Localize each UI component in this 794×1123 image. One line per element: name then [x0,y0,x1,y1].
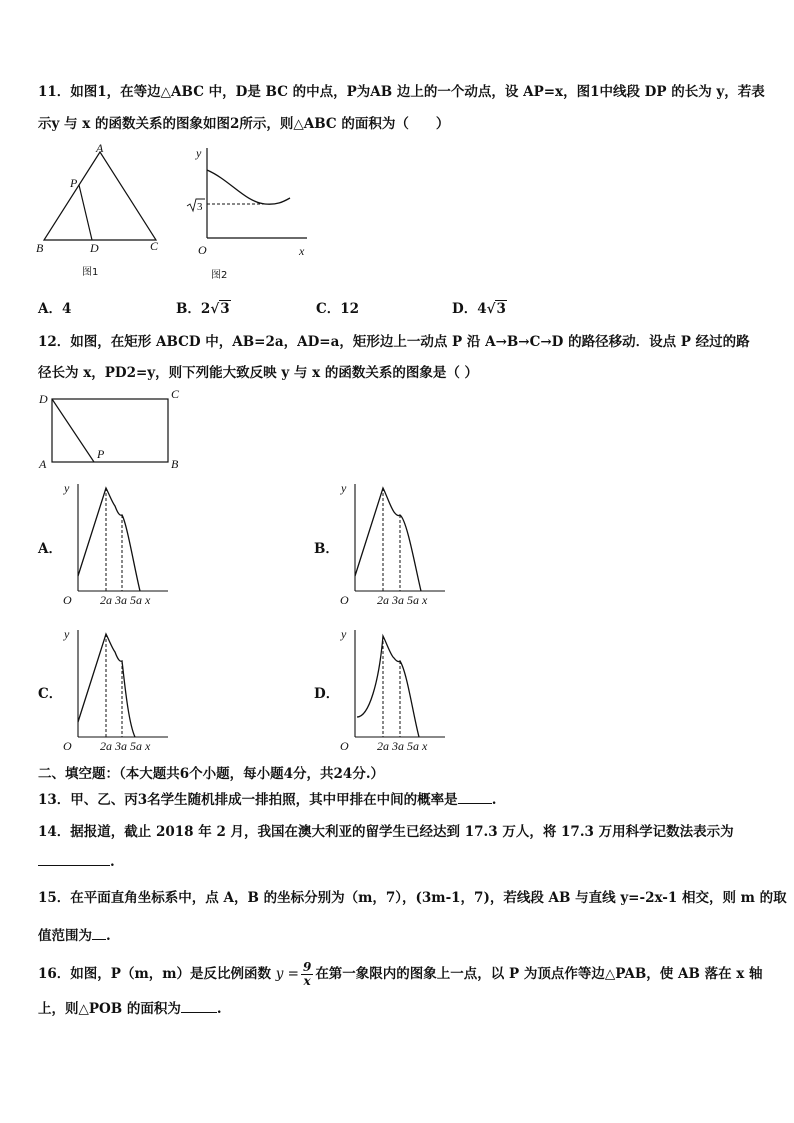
q12-graph-a[interactable] [60,476,180,611]
q11-line1: 11．如图1，在等边△ABC 中，D是 BC 的中点，P为AB 边上的一个动点，设 AP=x，图1中线段 DP 的长为 y，若表 [38,84,765,100]
section-heading-fill-blank: 二、填空题：（本大题共6个小题，每小题4分，共24分.） [38,766,385,782]
q13-end: . [491,792,497,808]
sqrt-radicand: 3 [197,201,203,213]
label-x: x [299,244,305,258]
q16-line2 [38,1000,222,1018]
q14-line2 [38,853,115,871]
q15-line2 [38,927,111,945]
q14-answer-blank[interactable] [38,853,110,866]
label-c: C [150,239,159,253]
tick-labels: 2a 3a 5a x [377,593,428,607]
sqrt-symbol: √3 [210,301,230,317]
q12-graph-d[interactable] [337,622,457,757]
label-a: A [39,457,47,471]
q13 [38,791,496,809]
tick-labels: 2a 3a 5a x [100,593,151,607]
label-o: O [340,593,349,607]
label-a: A [96,141,104,155]
label-d: D [39,392,48,406]
graph-curve [357,636,419,737]
q13-text: 13．甲、乙、丙3名学生随机排成一排拍照，其中甲排在中间的概率是 [38,792,458,808]
q16-end: . [216,1001,222,1017]
graph-curve [78,488,140,591]
q15-end: . [106,928,111,944]
q16-text-pre: 16．如图，P（m，m）是反比例函数 [38,966,272,982]
q11-option-d[interactable]: D．4√3 [452,301,506,317]
label-p: P [97,447,105,461]
caption-fig1: 图1 [82,267,99,278]
q14-end: . [110,854,115,870]
q12-line2: 径长为 x，PD2=y，则下列能大致反映 y 与 x 的函数关系的图象是（ ） [38,365,479,381]
label-y: y [64,627,70,641]
label-y: y [341,481,347,495]
graph-curve [207,170,290,204]
q16-line1 [38,961,763,988]
q15-line1: 15．在平面直角坐标系中，点 A，B 的坐标分别为（m，7），(3m-1，7)，若线段 AB 与直线 y=-2x-1 相交，则 m 的取 [38,890,787,906]
q12-option-a-label[interactable]: A． [38,541,62,557]
fraction-numerator: 9 [302,960,312,974]
label-o: O [340,739,349,753]
sqrt-symbol: √3 [486,301,506,317]
caption-fig2: 图2 [211,270,228,281]
q15-text: 值范围为 [38,928,92,944]
q12-line1: 12．如图，在矩形 ABCD 中，AB=2a，AD=a，矩形边上一动点 P 沿 A→B→C→D 的路径移动．设点 P 经过的路 [38,334,750,350]
q11-line2: 示y 与 x 的函数关系的图象如图2所示，则△ABC 的面积为（ ） [38,116,450,132]
q16-fraction [301,961,313,988]
label-y: y [64,481,70,495]
q16-text-post: 在第一象限内的图象上一点，以 P 为顶点作等边△PAB，使 AB 落在 x 轴 [315,966,763,982]
q12-rectangle-figure [30,386,190,472]
q11-option-b[interactable]: B．2√3 [176,301,230,317]
label-y: y [341,627,347,641]
q11-option-a[interactable]: A．4 [38,301,72,317]
q11-figure1 [30,140,170,280]
q15-answer-blank[interactable] [92,927,106,940]
q12-option-c-label[interactable]: C． [38,686,63,702]
q12-graph-b[interactable] [337,476,457,611]
q16-answer-blank[interactable] [181,1000,217,1013]
segment-dp [79,185,92,240]
q14-line1: 14．据报道，截止 2018 年 2 月，我国在澳大利亚的留学生已经达到 17.3 万人，将 17.3 万用科学记数法表示为 [38,824,734,840]
label-o: O [63,593,72,607]
label-p: P [70,176,78,190]
label-y: y [196,146,202,160]
q12-option-b-label[interactable]: B． [314,541,339,557]
q12-graph-c[interactable] [60,622,180,757]
graph-curve [355,488,421,591]
fraction-denominator: x [303,974,311,988]
label-b: B [171,457,179,471]
segment-dp [52,399,94,462]
q12-option-d-label[interactable]: D． [314,686,340,702]
label-c: C [171,387,180,401]
triangle-abc [44,152,156,240]
q16-equation: y = [275,966,299,982]
label-b: B [36,241,44,255]
q13-answer-blank[interactable] [458,791,492,804]
q16-text: 上，则△POB 的面积为 [38,1001,181,1017]
q11-figure2 [185,140,325,285]
label-o: O [198,243,207,257]
rectangle-abcd [52,399,168,462]
tick-labels: 2a 3a 5a x [377,739,428,753]
tick-labels: 2a 3a 5a x [100,739,151,753]
label-d: D [90,241,99,255]
q11-option-c[interactable]: C．12 [316,301,360,317]
label-o: O [63,739,72,753]
